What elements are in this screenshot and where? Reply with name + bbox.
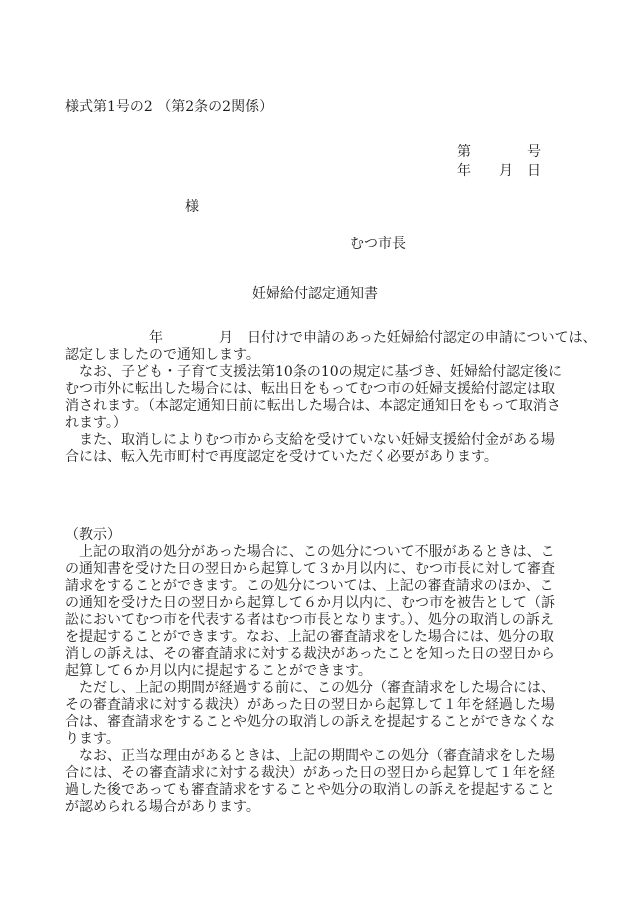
body-line: 年 月 日付けで申請のあった妊婦給付認定の申請については、 [65,330,597,346]
issue-number-line: 第 号 [457,144,541,160]
instructions-line: なお、正当な理由があるときは、上記の期間やこの処分（審査請求をした場 [65,748,555,764]
instructions-line: 請求をすることができます。この処分については、上記の審査請求のほか、こ [65,578,554,594]
document-title: 妊婦給付認定通知書 [252,286,378,302]
instructions-line: 消しの訴えは、その審査請求に対する裁決があったことを知った日の翌日から [65,646,555,662]
instructions-line: ただし、上記の期間が経過する前に、この処分（審査請求をした場合には、 [65,680,555,696]
instructions-line: を提起することができます。なお、上記の審査請求をした場合には、処分の取 [65,629,554,645]
body-line: なお、子ども・子育て支援法第10条の10の規定に基づき、妊婦給付認定後に [65,364,563,380]
instructions-line: 合は、審査請求をすることや処分の取消しの訴えを提起することができなくな [65,714,555,730]
instructions-line: の通知を受けた日の翌日から起算して６か月以内に、むつ市を被告として（訴 [65,595,555,611]
issue-date-line: 年 月 日 [457,162,541,179]
issue-number-date-block [457,143,541,180]
sender-name: むつ市長 [350,236,406,252]
body-line: 合には、転入先市町村で再度認定を受けていただく必要があります。 [65,449,498,465]
instructions-line: が認められる場合があります。 [65,799,260,815]
body-line: れます。） [65,415,127,431]
instructions-line: 過した後であっても審査請求をすることや処分の取消しの訴えを提起すること [65,782,555,798]
instructions-line: ります。 [65,731,120,747]
body-line: 消されます。（本認定通知日前に転出した場合は、本認定通知日をもって取消さ [65,398,561,414]
instructions-line: その審査請求に対する裁決）があった日の翌日から起算して１年を経過した場 [65,697,555,713]
addressee-honorific: 様 [185,199,199,215]
instructions-heading: （教示） [65,527,121,543]
body-line: 認定しましたので通知します。 [65,347,260,363]
notice-body [65,330,597,466]
body-line: むつ市外に転出した場合には、転出日をもってむつ市の妊婦支援給付認定は取 [65,381,555,397]
instructions-line: 合には、その審査請求に対する裁決）があった日の翌日から起算して１年を経 [65,765,555,781]
instructions-section [65,527,555,816]
instructions-line: の通知書を受けた日の翌日から起算して３か月以内に、むつ市長に対して審査 [65,561,555,577]
form-number: 様式第1号の2 （第2条の2関係） [65,99,274,115]
instructions-line: 訟においてむつ市を代表する者はむつ市長となります。）、処分の取消しの訴え [65,612,554,628]
instructions-line: 上記の取消の処分があった場合に、この処分について不服があるときは、こ [65,544,555,560]
body-line: また、取消しによりむつ市から支給を受けていない妊婦支援給付金がある場 [65,432,555,448]
instructions-line: 起算して６か月以内に提起することができます。 [65,663,372,679]
